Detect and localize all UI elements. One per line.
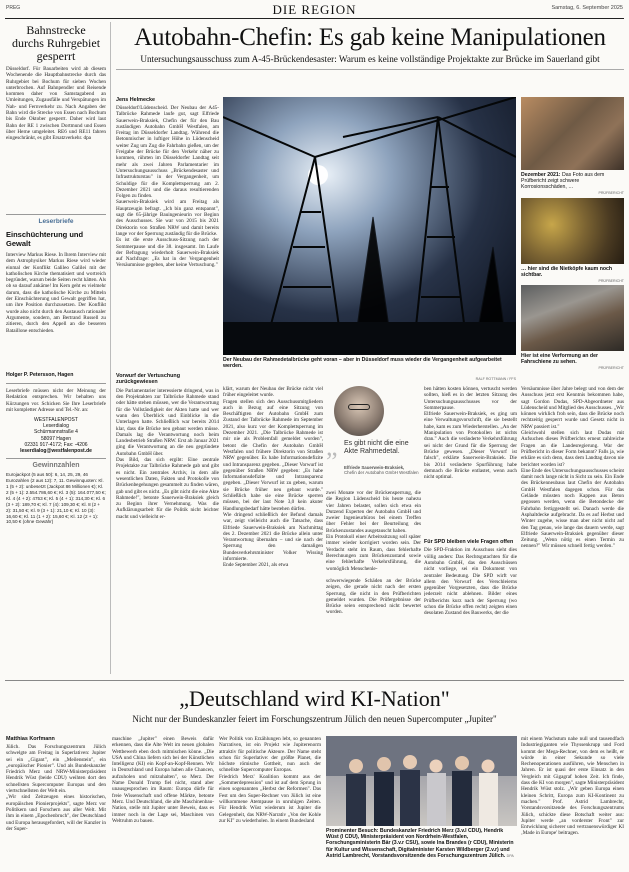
lotto-divider — [6, 458, 106, 459]
ki-text-col3: Wer Politik von Erzählungen lebt, so genannten Narrativen, ist ein Projekt wie Jupiterenorm attraktiv für politische Akteure. Der Name steht schon für Superlative: der größte Planet, die höchste römische Gottheit, nun auch der schnellste Supercomputer Europas. Friedrich Merz' Koalition kommt aus der „Sommerdepression" und ist auf dem Sprung in einen sogenannten „Herbst der Reformen". Das Fest um den Super-Rechner von Jülich ist eine willkommene Atempause in unruhigen Zeiten. Für Hendrik Wüst wiederum ist Jupiter die Gelegenheit, das NRW-Narrativ „Von der Kohle zur KI" zu wiederholen. In einem Bundesland — [219, 736, 321, 824]
korrosion-photo — [521, 97, 624, 170]
ki-photo-caption: Prominenter Besuch: Bundeskanzler Friedrich Merz (3.v.l CDU), Hendrik Wüst (l CDU), Ministerpräsident von Nordrhein-Westfalen, Forschungsministerin Bär (3.v.r CSU), sowie Ina Brandes (r CDU), Ministerin für Kultur und Wissenschaft, Digitalminister Karsten Wildberger (2.v.r) und Astrid Lambrecht, Vorstandsvorsitzende des Forschungszentrum Jülich. DPA — [326, 828, 514, 859]
photo2-caption: … hier sind die Nietköpfe kaum noch sichtbar. — [521, 266, 613, 279]
main-photo-credit: RALF ROTTMANN / FFS — [475, 377, 516, 381]
lead-text-col1b: Die Parlamentarier interessierte dringend, was in den Projektakten zur Talbrücke Rahmede stand oder hätte stehen müssen, wer die Verantwortung für die Vollständigkeit der Akten hatte und wer wann den Überblick und Einblicke in die Unterlagen hatte. Schließlich war bereits 2014 klar, dass die Brücke neu gebaut werden müsse. Damals lag die Verantwortung noch beim Landesbetrieb Straßen NRW. Erst ab Januar 2021 ging die Verantwortung an die neu gegründete Autobahn GmbH über. Das Bild, das sich ergibt: Eine zentrale Projektakte zur Talbrücke Rahmede gab und gibt es nicht. Ein zentrales Archiv, in dem alle wesentlichen Daten, Fakten und Protokolle von Brückenbegehungen gesammelt zu finden wären, gab und gibt es nicht. „Es gibt nicht die eine Akte Rahmede!", betonte Sauerwein-Braksiek gleich zu Beginn ihrer Vernehmung. Was die Aufklärungsarbeit für die Politik nicht leichter macht und vielleicht er- — [116, 387, 219, 520]
ki-text-col2: maschine „Jupiter" einen Beweis dafür erkennen, dass die Alte Welt im neuen globalen Wettbewerb eben doch mitmischen könne. „Die USA und China liefern sich bei der Künstlichen Intelligenz (KI) ein Kopf-an-Kopf-Rennen. Wir in Deutschland und Europa haben alle Chancen, aufzuholen und mitzuhalten", so Merz. Der Name Donald Trump fiel nicht, stand aber unausgesprochen im Raum: Europa dürfe für freie Wissenschaft und offene Märkte, betonte Merz. Und Deutschland, die alte Maschinenbau-Nation, stelle mit Jupiter unter Beweis, dass es immer noch in der Lage sei, Maschinen von Weltruhm zu bauen. — [112, 736, 214, 824]
lead-text-col5: Versäumnisse über Jahre belegt und von dem der Ausschuss jetzt erst Kenntnis bekommen habe, sagt Gordon Dudas, SPD-Abgeordneter aus Lüdenscheid und Mitglied des Ausschusses. „Wir können wirklich froh sein, dass die Brücke noch rechtzeitig gesperrt wurde und Gesetz nicht in NRW passiert ist." Gleichwohl stellen sich laut Dudas mit Aufsuchen dieses Prüfberichts erneut zahlreiche Fragen an die Landesregierung. War der Prüfbericht in dieser Form bekannt? Falls ja, wie erkläre es sich denn, dass dem Landtag davon nie berichtet worden ist? Eine Ende des Untersuchungsausschusses scheint damit noch lange nicht in Sicht zu sein. Ein Ende des Brückenneubaus laut Chefin der Autobahn GmbH Westfalen dagegen schon. Für das Gelände müssten noch Kappen aus Beton gegossen werden, wenn die Betondecke der Fahrbahn fertiggestellt sei. Danach werde die Asphaltdecke aufgebracht. Da es auf Herbst und Winter zugehe, wisse man aber nicht nicht auf den Tag genau, wie lange das dauern werde, sagt Elfriede Sauerwein-Braksiek gegenüber dieser Zeitung. „Wenn nötig es einen Termin zu nennen?" Wir müssen schnell fertig werden." — [521, 386, 624, 550]
photo2-credit: PRÜFBERICHT — [598, 279, 624, 283]
photo1-credit: PRÜFBERICHT — [598, 191, 624, 195]
masthead-rule — [5, 18, 624, 19]
letter-email[interactable]: leserdialog@westfalenpost.de — [20, 448, 92, 455]
lotto-numbers: Eurojackpot (5 aus 50): 6, 14, 25, 29, 46 Eurozahlen (2 aus 12): 7, 11. Gewinnquoten: Kl. 1 (5 + 2): unbesetzt (Jackpot 86 Millionen €); Kl. 2 (5 + 1): 2.554.786,60 €; Kl. 3 (5): 164.077,50 €; Kl. 4 (4 + 2): 4753 €; Kl. 5 (4 + 1): 314,30 €; Kl. 6 (3 + 2): 189,70 €; Kl. 7 (4): 109,30 €; Kl. 8 (2 + 2): 31,50 €; Kl. 9 (3 + 1): 21,10 €; Kl. 10 (3): 16,60 €; Kl. 11 (1 + 2): 15,60 €; Kl. 12 (2 + 1): 10,50 € (ohne Gewähr) — [6, 472, 106, 525]
nietkoepfe-photo — [521, 198, 624, 264]
spd-subhead: Für SPD bleiben viele Fragen offen — [424, 539, 514, 545]
lead-text-col4a: ben hätten kosten können, vertuscht werden sollten, hieß es in der letzten Sitzung des Untersuchungsausschusses vor der Sommerpause. Elfriede Sauerwein-Braksiek, es ging um eine Verwaltungsvorschrift, die sie bestellt habe, kam es zum Wiederherstellen. „An der Manipulation von Protokollen ist nichts dran." Auch die veränderte Verkehrsführung sei nicht der Grund für die Sperrung der Brücke gewesen. „Dieser Vorwurf ist falsch", erklärte Sauerwein-Braksiek. Die bis 2014 veränderte Spurführung habe demnach die Brücke entlastet, wenn auch nicht optimal. — [424, 386, 517, 481]
lead-rule — [116, 69, 624, 70]
ki-headline: „Deutschland wird KI-Nation" — [179, 686, 450, 711]
lead-author: Jens Helmecke — [116, 97, 155, 103]
politicians-group-photo — [326, 736, 517, 826]
portrait-photo — [334, 386, 384, 436]
ki-text-col1: Jülich. Das Forschungszentrum Jülich schwelgte am Freitag in Superlativen: Jupiter sei ein „Gigant", ein „Meilenstein", ein „europäischer Pionier". Und als Bundeskanzler Friedrich Merz und NRW-Ministerpräsident Hendrik Wüst (beide CDU) weihten dort den schnellsten Supercomputer Europas und den viertschnellsten der Welt ein. „Wir sind Zeitzeugen eines historischen, europäischen Pionierprojekts", sagte Merz vor Politikern und Forschern aus aller Welt. Mit ihm in einem „Epochenbruch", der Deutschland und Europa herausgefordert, will der Kanzler in der Super- — [6, 744, 106, 832]
ki-rule — [5, 680, 624, 681]
lead-text-col3b: schwerwiegende Schäden an der Brücke zeigen, die gerade nicht nach der ersten Sperrung, die nicht in den Prüfberichten gemeldet wurden. Die Prüfergebnisse der Brücke seien entsprechend nicht bewertet worden. — [326, 578, 421, 616]
lead-subhead: Untersuchungsausschuss zum A-45-Brückendesaster: Warum es keine vollständige Projektakte zur Brücke im Sauerland gibt — [140, 54, 600, 64]
section-title: DIE REGION — [272, 2, 357, 17]
photo3-credit: PRÜFBERICHT — [598, 366, 624, 370]
sidebar-headline: Bahnstrecke durchs Ruhrgebiet gesperrt — [11, 23, 101, 63]
ki-subhead: Nicht nur der Bundeskanzler feiert im Forschungszentrum Jülich den neuen Supercomputer „Jupiter" — [132, 714, 497, 724]
sidebar-divider — [6, 214, 106, 215]
ki-author: Matthias Korfmann — [6, 736, 55, 742]
issue-date: Samstag, 6. September 2025 — [551, 5, 623, 11]
lead-text-col3a: zwei Monate vor der Brückensperrung, die die Region Lüdenscheid bis heute nahezu vier Jahren belastet, sollen sich etwa ein Dutzend Experten der Autobahn GmbH und zweier Ingenieurbüros bei einem Treffen über Fehler bei der Beurteilung des Brückenzustandes ausgetauscht haben. Ein Protokoll einer Arbeitssitzung soll später immer wieder korrigiert worden sein. Der Verdacht steht im Raum, dass fehlerhafte Berechnungen zum Brückenzustand sowie eine fehlerhafte Verkehrsführung, die womöglich Menschenle- — [326, 490, 421, 572]
letter-address: WESTFALENPOST Leserdialog Schürmannstraße 4 58097 Hagen 02331 917-4172; Fax: -4206 leserdialog@westfalenpost.de — [6, 417, 106, 454]
sidebar-separator — [110, 22, 111, 674]
lead-text-col1: Düsseldorf/Lüdenscheid. Der Neubau der A45-Talbrücke Rahmede laufe gut, sagt Elfriede Sauerwein-Braksiek, Chefin der für den Bau zuständigen Autobahn GmbH Westfalen, am Freitag im Düsseldorfer Landtag. Während die Betonmischer in luftiger Höhe in Lüdenscheid weiter Zug um Zug die Fahrbahn gießen, um der Freigabe der Brücke für den Verkehr näher zu kommen, rührten im Düsseldorfer Landtag seit mehr als zwei Jahren Parlamentarier im Untersuchungsausschuss „Brückendesaster und Infrastrukturstau" in der Vergangenheit, um Schuldige für die Komplettsperrung am 2. Dezember 2021 und die daraus resultierenden Folgen zu finden. Sauerwein-Braksiek wird am Freitag als Hauptzeugin befragt. „Ich bin ganz entspannt", sagt die 65-jährige Bauingenieurin vor Beginn des Ausschusses. Sie war von 2015 bis 2021 Direktorin von Straßen NRW und damit bereits lange vor der Sperrung zuständig für die Brücke. Es ist die erste Ausschuss-Sitzung nach der Sommerpause und die 38. insgesamt. Im Laufe der Befragung wiederholt Sauerwein-Braksiek auf Nachfrage: „Es hat in der Vergangenheit Versäumnisse gegeben, aber keine Vertuschung." — [116, 105, 219, 269]
photo1-caption: Dezember 2021: Das Foto aus dem Prüfbericht zeigt schwere Korrosionsschäden, … — [521, 172, 605, 191]
letter-divider — [6, 383, 106, 384]
edition-code: PREG — [6, 5, 21, 11]
quote-attribution: Elfriede Sauerwein-Braksiek, Chefin der Autobahn GmbH Westfalen — [344, 465, 419, 476]
quote-box — [326, 386, 421, 486]
lead-headline: Autobahn-Chefin: Es gab keine Manipulationen — [134, 24, 606, 51]
lead-text-col2: klärt, warum der Neubau der Brücke nicht viel früher eingeleitet wurde. Fragen stellen sich den Ausschussmitgliedern auch in Bezug auf eine Sitzung von Beschäftigten der Autobahn GmbH zum Zustand der Talbrücke Rahmede im September 2021, also kurz vor der Komplettsperrung im Dezember 2021. „Die Talbrücke Rahmede ist mir nie als Problemfall gemeldet worden", betont die Chefin der Autobahn GmbH Westfalen und frühere Direktorin von Straßen NRW gegenüber. Es habe Informationsdefizite und Intransparenz gegeben. „Dieser Vorwurf ist gegenüber Straßen NRW gegeben: „Es habe Informationsdefizite und Intransparenz gegeben. „Dieser Vorwurf ist zu geben, warum sie Brücke früher neu gebaut wurde." Schließlich habe sie eine Brücke sperren müssen, bei der laut Note 3,0 kein akuter Handlungsbedarf hätte bestehen dürfen. Wie dringend schließlich der Befund damals war, zeigt vielleicht auch die Tatsache, dass Elfriede Sauerwein-Braksiek am Nachmittag des 2. Dezember 2021 die Brücke allein unter Verantwortung übernahm – und sie nach der Sperrung den damaligen Bundesverkehrsminister Volker Wissing informierte. Ende September 2021, als etwa — [223, 386, 323, 569]
letter-author: Holger P. Petersson, Hagen — [6, 372, 74, 378]
letter-text: Interview Markus Riese. In Ihrem Interview mit dem Astrophysiker Markus Riese wird wieder einmal der Konflikt Galileo Galilei mit der katholischen Kirche thematisiert und wortreich begründet, warum beide Seiten recht hätten. Als ob so darauf ankäme! Im Kern geht es vielmehr darum, dass die katholische Kirche zu Mitteln der Einschüchterung und Gewalt gegriffen hat, um ihre Position durchzusetzen. Der Konflikt wurde also nicht durch den Austausch rationaler Argumente, sondern, am Bertrand Russell zu zitieren, durch den Appell an die besseren Bataillone entschieden. — [6, 252, 106, 334]
sidebar-article-text: Düsseldorf. Für Bauarbeiten wird ab diesem Wochenende die Hauptbahnstrecke durch das Ruhrgebiet bei Bochum für sieben Wochen unterbrochen. Auf Bahnpendler und Reisende kommen daher von Samstagabend an Umleitungen, Zugausfälle und Verspätungen im Nah- und Fernverkehr zu. Nach Angaben der Bahn wird die Strecke von Essen nach Bochum bis Ende Oktober gesperrt. Daher wird laut Bahn der RE 1 zwischen Dortmund und Essen über Herne umgeleitet. RE6 und RE11 fahren eingeschränkt, es gibt Ersatzverkehr. dpa — [6, 66, 106, 142]
photo3-caption: Hier ist eine Verformung an der Fahrschiene zu sehen. — [521, 353, 598, 366]
lotto-title: Gewinnzahlen — [32, 462, 80, 470]
lead-text-col4b: Die SPD-Fraktion im Ausschuss sieht dies völlig anders: Das Rechtsgutachten für die Autobahn GmbH, das den Ausschüssen nicht vorliege, sei ein Dokument von zentraler Bedeutung. Die SPD wirft vor allem den Vorwurf des Verschleierns gegenüber Vorgesetzten, dass die Brücke jederzeit nicht ablehnen. Bilder eines Prüfberichts kurz nach der Sperrung (wo schon die Brücke offen recht) zeigten einen desolaten Zustand des Bauwerks, der die — [424, 547, 517, 617]
ki-text-col5: mit einem Wachstum nahe null und tausendfach Industriegiganten wie Thyssenkrupp und Ford kommt der Mega-Rechner, von dem es heißt, er würde in einer Sekunde so viele Rechenoperationen ausführen, wie Menschen in Jahren. Er ist quasi der erste Einsatz in den Vergleich mit Gigagraf hohen Zeit. Ich finde, dass die KI von morgen", sagte Ministerpräsident Hendrik Wüst stolz. „Wir geben Europa einen kleinen Schritt, Europa zum KI-Kontinent zu machen." Prof. Astrid Lambrecht, Vorstandsvorsitzende des Forschungszentrums Jülich, schickte diese Botschaft weiter aus: Jupiter werde „an vorderster Front" zur Entwicklung sicherer und vertrauenswürdiger KI ‚Made in Europe' beitragen. — [521, 736, 624, 837]
leserbriefe-kicker: Leserbriefe — [38, 218, 74, 225]
quote-mark: „ — [326, 432, 338, 461]
bridge-construction-photo — [223, 97, 516, 355]
letter-title: Einschüchterung und Gewalt — [6, 230, 84, 248]
main-photo-caption: Der Neubau der Rahmedetalbrücke geht voran – aber in Düsseldorf muss wieder die Vergangenheit aufgearbeitet werden. — [223, 357, 502, 370]
vertuschung-subhead: Vorwurf der Vertuschung zurückgewiesen — [116, 373, 180, 386]
pull-quote: Es gibt nicht die eine Akte Rahmedetal. — [344, 440, 409, 455]
letter-disclaimer: Leserbriefe müssen nicht der Meinung der Redaktion entsprechen. Wir behalten uns Kürzungen vor. Schicken Sie Ihre Leserbriefe mit kompletter Adresse und Tel.-Nr. an: — [6, 388, 106, 413]
fahrschiene-photo — [521, 285, 624, 351]
